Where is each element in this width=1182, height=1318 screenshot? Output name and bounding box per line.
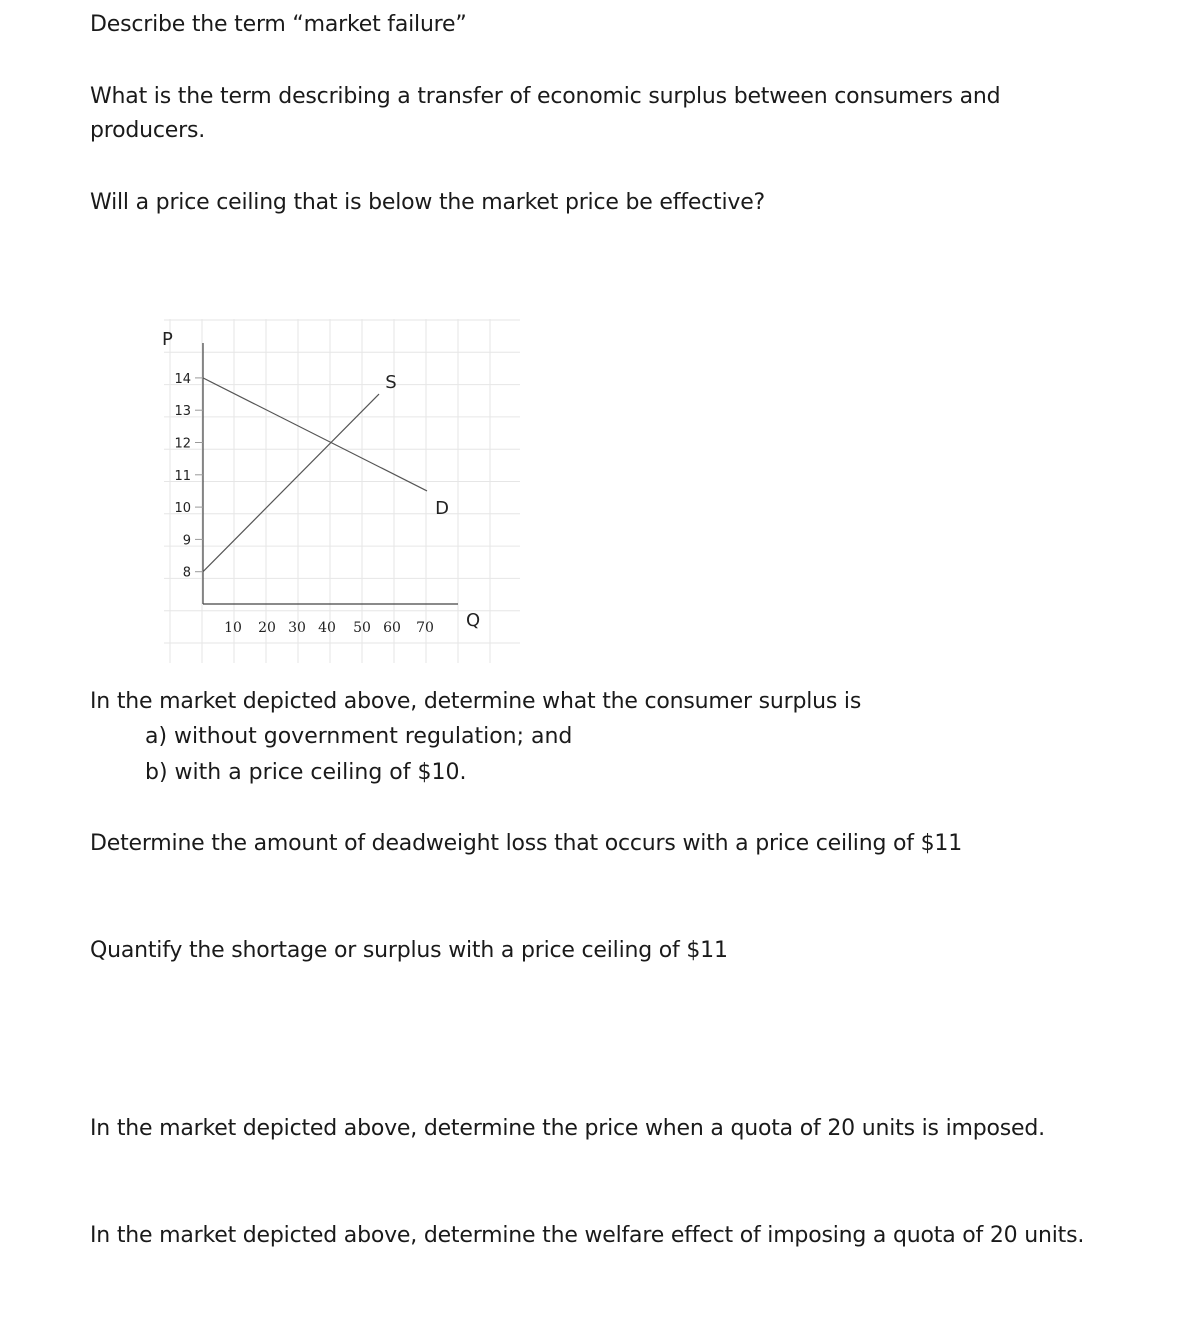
question-consumer-surplus-part-a: a) without government regulation; and [145, 724, 573, 749]
x-axis-label: Q [466, 610, 481, 631]
question-quota-price: In the market depicted above, determine the price when a quota of 20 units is imposed. [90, 1116, 1045, 1141]
x-tick-40: 40 [318, 620, 336, 636]
x-tick-60: 60 [383, 620, 401, 636]
y-tick-14: 14 [174, 371, 191, 387]
y-tick-11: 11 [174, 468, 191, 484]
series-line-D [203, 378, 427, 491]
question-surplus-transfer: What is the term describing a transfer of economic surplus between consumers and producers. [90, 84, 1001, 143]
question-consumer-surplus-part-b: b) with a price ceiling of $10. [145, 760, 467, 785]
x-tick-50: 50 [353, 620, 371, 636]
y-tick-12: 12 [174, 436, 191, 452]
y-tick-13: 13 [174, 404, 191, 420]
series-label-D: D [435, 498, 449, 519]
supply-demand-chart [150, 315, 530, 665]
x-tick-70: 70 [416, 620, 434, 636]
question-price-ceiling-effective: Will a price ceiling that is below the market price be effective? [90, 190, 766, 215]
question-deadweight-loss: Determine the amount of deadweight loss that occurs with a price ceiling of $11 [90, 831, 962, 856]
question-market-failure: Describe the term “market failure” [90, 12, 467, 37]
x-tick-10: 10 [224, 620, 242, 636]
series-label-S: S [385, 372, 397, 393]
y-tick-9: 9 [182, 533, 191, 549]
question-shortage-surplus: Quantify the shortage or surplus with a price ceiling of $11 [90, 938, 728, 963]
y-tick-10: 10 [174, 501, 191, 517]
x-tick-20: 20 [258, 620, 276, 636]
y-axis-label: P [162, 329, 173, 350]
y-tick-8: 8 [182, 565, 191, 581]
chart-series [203, 372, 449, 572]
series-line-S [203, 394, 379, 572]
x-tick-30: 30 [288, 620, 306, 636]
question-consumer-surplus: In the market depicted above, determine what the consumer surplus is [90, 689, 862, 714]
question-quota-welfare: In the market depicted above, determine the welfare effect of imposing a quota of 20 units. [90, 1223, 1085, 1248]
chart-ticks [174, 372, 433, 636]
